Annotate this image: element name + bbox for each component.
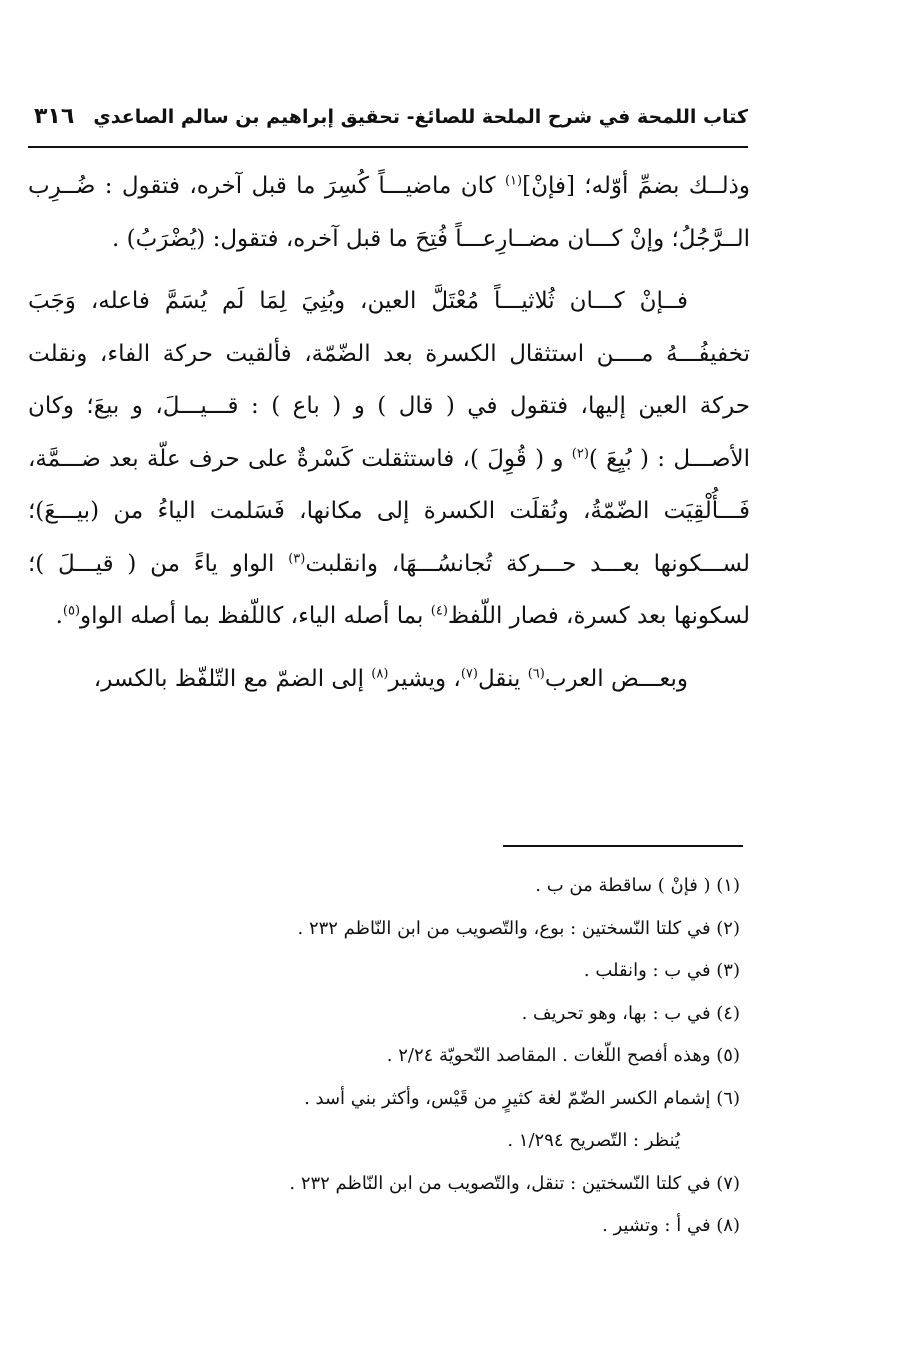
text-line: أصله الواو	[80, 603, 176, 629]
footnote-marker-8: (٨)	[371, 665, 389, 681]
text-line: حركة العين إليها، فتقول في ( قال ) و ( باع ) : قـــيـــلَ، و بيعَ؛ وكان	[28, 393, 750, 419]
main-text	[28, 160, 750, 705]
footnote-6: (٦) إشمام الكسر الضّمّ لغة كثيرٍ من قَيْس، وأكثر بني أسد .	[304, 1087, 740, 1109]
footnote-3: (٣) في ب : وانقلب .	[583, 960, 740, 981]
paragraph-3	[28, 653, 750, 706]
text-line: ( قيـــلَ )؛ لسكونها بعد كسرة، فصار اللّفظ	[28, 550, 750, 629]
footnote-marker-2: (٢)	[571, 445, 589, 461]
text-line: تخفيفُـــهُ مــــن استثقال الكسرة بعد الضّمّة، فألقيت حركة الفاء، ونقلت	[28, 340, 750, 367]
text-line: بما أصله الياء، كاللّفظ بما	[183, 603, 424, 629]
page-number: ٣١٦	[34, 104, 75, 129]
text-line: ينقل	[477, 665, 521, 692]
footnote-separator	[503, 845, 743, 847]
footnote-5: (٥) وهذه أفصح اللّغات . المقاصد النّحويّة ٢/٢٤ .	[386, 1045, 740, 1066]
text-line: و ( قُوِلَ )، فاستثقلت كَسْرةٌ على حرف علّة بعد	[109, 445, 564, 472]
footnote-1: (١) ( فإنْ ) ساقطة من ب .	[535, 875, 740, 896]
text-line: إلى الضمّ مع التّلفّظ بالكسر،	[93, 665, 364, 692]
text-line: فــإنْ كـــان ثُلاثيـــاً مُعْتَلَّ العين، وبُنِيَ لِمَا لَم يُسَمَّ فاعله، وَجَبَ	[28, 288, 688, 314]
text-line: الواو ياءً من	[150, 550, 275, 577]
footnote-8: (٨) في أ : وتشير .	[602, 1215, 740, 1236]
footnote-marker-4: (٤)	[430, 603, 448, 619]
footnote-marker-5: (٥)	[62, 603, 81, 619]
footnote-6-continuation: يُنظر : التّصريح ١/٢٩٤ .	[507, 1130, 680, 1151]
footnote-2: (٢) في كلتا النّسختين : بوع، والتّصويب من ابن النّاظم ٢٣٢ .	[297, 917, 740, 939]
text-line: ضـــمَّة، فَـــأُلْقِيَت الضّمّةُ، ونُقلَت الكسرة إلى مكانها، فَسَلمت الياءُ من	[28, 445, 751, 524]
paragraph-2: فــإنْ كـــان ثُلاثيـــاً مُعْتَلَّ العين، وبُنِيَ لِمَا لَم يُسَمَّ فاعله، وَجَبَ تخفيفُـــهُ مــــن استثقال الكسرة بعد الضّمّة، فألقيت حركة الفاء، ونقلت حركة العين إليها، فتقول في ( قال ) و ( باع ) : قـــيـــلَ، و بيعَ؛ وكان الأصـــل : ( بُيِعَ )$^{(٢)}$ و ( قُوِلَ )، فاستثقلت كَسْرةٌ على حرف علّة بعد ضـــمَّة، فَـــأُلْقِيَت الضّمّةُ، ونُقلَت الكسرة إلى مكانها، فَسَلمت الياءُ من (بيـــعَ)؛ لســـكونها بعـــد حـــركة تُجانسُـــهَا، وانقلبت$^{(٣)}$ الواو ياءً من ( قيـــلَ )؛ لسكونها بعد كسرة، فصار اللّفظ$^{(٤)}$ بما أصله الياء، كاللّفظ بما أصله الواو$^{(٥)}$.	[28, 288, 751, 629]
footnote-7: (٧) في كلتا النّسختين : تنقل، والتّصويب من ابن النّاظم ٢٣٢ .	[289, 1172, 740, 1194]
footnote-marker-7: (٧)	[460, 665, 478, 681]
footnotes	[28, 865, 740, 1248]
text-line: وذلــك بضمِّ أوّله؛ [فإنْ]	[522, 173, 751, 199]
text-line: (بيـــعَ)؛ لســـكونها بعـــد حـــركة تُجانسُـــهَا، وانقلبت	[28, 498, 751, 577]
text-line: وبعـــض العرب	[544, 665, 688, 692]
footnote-4: (٤) في ب : بها، وهو تحريف .	[521, 1002, 740, 1024]
text-line: كان ماضيـــاً كُسِرَ ما قبل آخره، فتقول :	[104, 173, 496, 199]
footnote-marker-3: (٣)	[288, 550, 306, 566]
text-line: (يُضْرَبُ) .	[112, 225, 206, 252]
text-line: ، ويشير	[388, 665, 461, 692]
header-rule	[28, 146, 748, 148]
text-line: ضُــرِب الــرَّجُلُ؛ وإنْ كـــان مضــارِعـــاً فُتِحَ ما قبل آخره، فتقول:	[28, 173, 750, 252]
running-header	[28, 100, 748, 144]
book-title: كتاب اللمحة في شرح الملحة للصائغ- تحقيق إبراهيم بن سالم الصاعدي	[93, 106, 748, 128]
footnote-marker-6: (٦)	[527, 665, 545, 681]
paragraph-1	[28, 160, 750, 265]
footnote-marker-1: (١)	[504, 173, 523, 189]
text-line: الأصـــل : ( بُيِعَ )	[588, 445, 751, 472]
